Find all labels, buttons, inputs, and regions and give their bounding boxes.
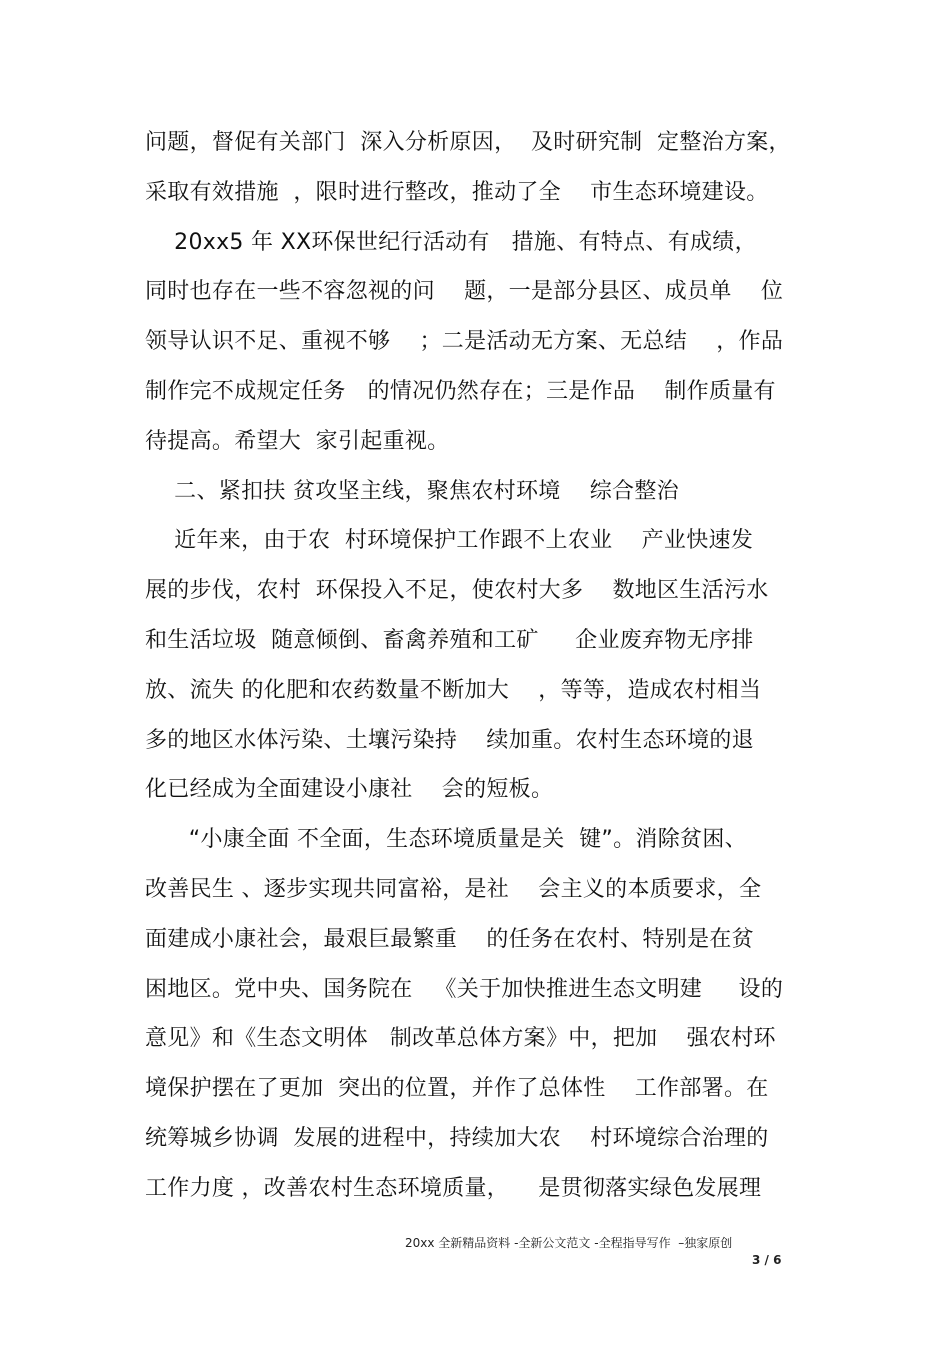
text-line: 放、流失 的化肥和农药数量不断加大 ，等等，造成农村相当: [145, 678, 762, 703]
text-line: 和生活垃圾 随意倾倒、畜禽养殖和工矿 企业废弃物无序排: [145, 628, 754, 653]
text-line: 近年来，由于农 村环境保护工作跟不上农业 产业快速发: [145, 528, 754, 553]
text-line: 面建成小康社会，最艰巨最繁重 的任务在农村、特别是在贫: [145, 927, 754, 952]
text-line: 境保护摆在了更加 突出的位置，并作了总体性 工作部署。在: [145, 1076, 769, 1101]
text-line: 待提高。希望大 家引起重视。: [145, 429, 450, 454]
text-line: 采取有效措施 ，限时进行整改，推动了全 市生态环境建设。: [145, 180, 769, 205]
page-number: 3 / 6: [752, 1253, 782, 1267]
text-line: 问题，督促有关部门 深入分析原因， 及时研究制 定整治方案，: [145, 130, 791, 155]
text-line: 领导认识不足、重视不够 ；二是活动无方案、无总结 ，作品: [145, 329, 784, 354]
text-line: 展的步伐，农村 环保投入不足，使农村大多 数地区生活污水: [145, 578, 769, 603]
text-line: 二、紧扣扶 贫攻坚主线，聚焦农村环境 综合整治: [145, 479, 679, 504]
text-line: 困地区。党中央、国务院在 《关于加快推进生态文明建 设的: [145, 977, 784, 1002]
text-line: “小康全面 不全面，生态环境质量是关 键”。消除贫困、: [145, 827, 747, 852]
text-line: 统筹城乡协调 发展的进程中，持续加大农 村环境综合治理的: [145, 1126, 769, 1151]
text-line: 改善民生 、逐步实现共同富裕，是社 会主义的本质要求，全: [145, 877, 762, 902]
text-line: 20xx5 年 XX环保世纪行活动有 措施、有特点、有成绩，: [145, 230, 757, 255]
text-line: 制作完不成规定任务 的情况仍然存在；三是作品 制作质量有: [145, 379, 776, 404]
text-line: 同时也存在一些不容忽视的问 题，一是部分县区、成员单 位: [145, 279, 784, 304]
footer-text: 20xx 全新精品资料 -全新公文范文 -全程指导写作 –独家原创: [405, 1236, 733, 1250]
text-line: 工作力度 ，改善农村生态环境质量， 是贯彻落实绿色发展理: [145, 1176, 762, 1201]
text-line: 化已经成为全面建设小康社 会的短板。: [145, 777, 554, 802]
text-line: 多的地区水体污染、土壤污染持 续加重。农村生态环境的退: [145, 728, 754, 753]
text-line: 意见》和《生态文明体 制改革总体方案》中，把加 强农村环: [145, 1026, 776, 1051]
